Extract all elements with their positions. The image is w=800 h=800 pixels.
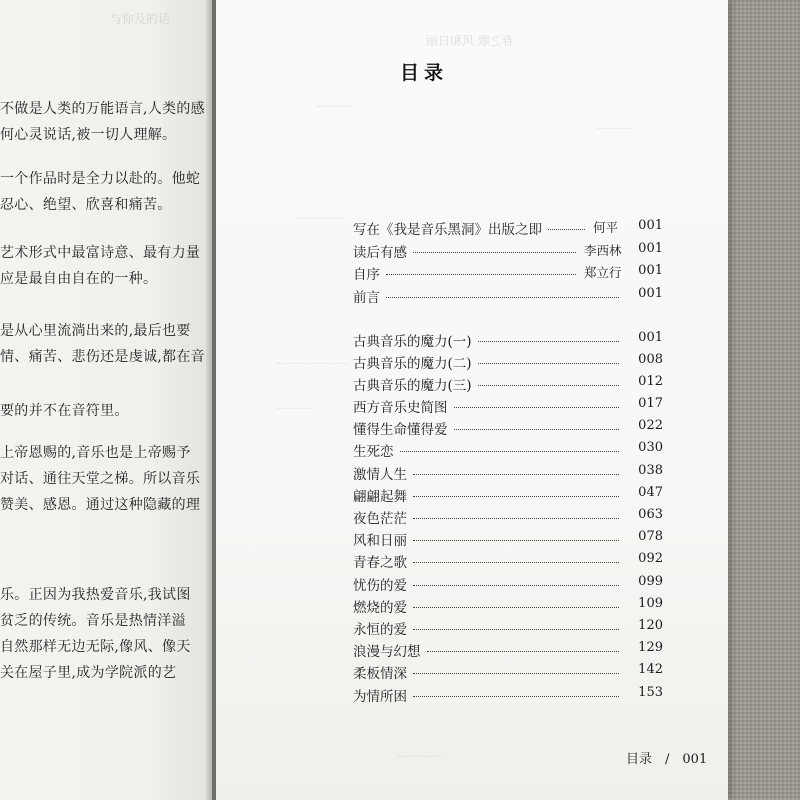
toc-leader-dots <box>548 229 585 230</box>
toc-leader-dots <box>386 274 576 275</box>
show-through-text: 一一一一 <box>296 212 345 226</box>
toc-leader-dots <box>413 518 619 519</box>
toc-leader-dots <box>413 496 619 497</box>
toc-entry[interactable] <box>353 216 663 238</box>
toc-leader-dots <box>400 451 620 452</box>
show-through-text: 一一一一一一 <box>276 357 349 371</box>
toc-entry[interactable] <box>353 483 663 505</box>
toc-entry-author: 郑立行 <box>584 265 622 280</box>
show-through-text: 一一一 <box>316 100 353 114</box>
toc-entry[interactable] <box>353 594 663 616</box>
left-page-line: 要的并不在音符里。 <box>0 403 129 419</box>
footer-page-number: 001 <box>682 752 708 767</box>
toc-entry[interactable] <box>353 660 663 682</box>
toc-entry-title: 忧伤的爱 <box>353 578 407 594</box>
left-page-line: 赞美、感恩。通过这种隐藏的理 <box>0 497 201 513</box>
toc-entry-author: 何平 <box>593 220 619 235</box>
toc-leader-dots <box>413 474 619 475</box>
toc-leader-dots <box>413 252 576 253</box>
toc-leader-dots <box>413 696 619 697</box>
toc-entry-title: 古典音乐的魔力(三) <box>353 378 472 394</box>
toc-leader-dots <box>413 629 619 630</box>
toc-entry-title: 风和日丽 <box>353 533 407 549</box>
left-page-line: 情、痛苦、悲伤还是虔诚,都在音 <box>0 349 205 365</box>
toc-entry-title: 永恒的爱 <box>353 622 407 638</box>
toc-entry-title: 青春之歌 <box>353 555 407 571</box>
toc-entry-page: 001 <box>638 218 663 233</box>
toc-entry-page: 153 <box>638 685 663 700</box>
left-page-line: 关在屋子里,成为学院派的艺 <box>0 665 177 681</box>
toc-leader-dots <box>413 607 619 608</box>
toc-entry[interactable] <box>353 505 663 527</box>
toc-entry-title: 生死恋 <box>353 444 394 460</box>
toc-entry-title: 古典音乐的魔力(一) <box>353 334 472 350</box>
toc-entry-page: 001 <box>638 241 663 256</box>
toc-entry[interactable] <box>353 239 663 261</box>
toc-entry-page: 038 <box>638 463 663 478</box>
left-page-line: 对话、通往天堂之梯。所以音乐 <box>0 471 201 487</box>
left-page-line: 自然那样无边无际,像风、像天 <box>0 639 191 655</box>
toc-entry-page: 109 <box>638 596 663 611</box>
toc-entry-page: 099 <box>638 574 663 589</box>
left-page-line: 上帝恩赐的,音乐也是上帝赐予 <box>0 445 191 461</box>
toc-entry-title: 前言 <box>353 290 380 306</box>
toc-leader-dots <box>413 540 619 541</box>
toc-entry[interactable] <box>353 461 663 483</box>
toc-entry-title: 懂得生命懂得爱 <box>353 422 448 438</box>
toc-entry[interactable] <box>353 372 663 394</box>
toc-entry-page: 001 <box>638 330 663 345</box>
toc-entry-title: 古典音乐的魔力(二) <box>353 356 472 372</box>
left-page-header: 与你及的话 <box>110 12 171 26</box>
toc-leader-dots <box>478 341 619 342</box>
toc-entry-page: 142 <box>638 662 663 677</box>
toc-entry[interactable] <box>353 638 663 660</box>
left-page-line: 乐。正因为我热爱音乐,我试图 <box>0 587 191 603</box>
toc-title: 目录 <box>400 62 449 84</box>
left-page-line: 何心灵说话,被一切人理解。 <box>0 127 177 143</box>
show-through-text: 一一一一 <box>396 750 445 764</box>
toc-entry[interactable] <box>353 683 663 705</box>
toc-entry-page: 001 <box>638 286 663 301</box>
toc-entry[interactable] <box>353 394 663 416</box>
toc-entry-page: 022 <box>638 418 663 433</box>
toc-leader-dots <box>413 585 619 586</box>
toc-entry-title: 翩翩起舞 <box>353 489 407 505</box>
left-page-line: 是从心里流淌出来的,最后也要 <box>0 323 191 339</box>
footer-section: 目录 <box>626 752 653 767</box>
toc-entry-page: 030 <box>638 440 663 455</box>
toc-entry[interactable] <box>353 616 663 638</box>
toc-entry-page: 017 <box>638 396 663 411</box>
toc-entry-title: 夜色茫茫 <box>353 511 407 527</box>
left-page-line: 应是最自由自在的一种。 <box>0 271 158 287</box>
toc-entry-title: 浪漫与幻想 <box>353 644 421 660</box>
toc-entry-page: 008 <box>638 352 663 367</box>
toc-entry-page: 078 <box>638 529 663 544</box>
toc-leader-dots <box>478 385 619 386</box>
toc-entry[interactable] <box>353 350 663 372</box>
toc-leader-dots <box>386 297 619 298</box>
toc-entry[interactable] <box>353 261 663 283</box>
left-page-line: 艺术形式中最富诗意、最有力量 <box>0 245 201 261</box>
toc-entry[interactable] <box>353 416 663 438</box>
toc-entry-title: 燃烧的爱 <box>353 600 407 616</box>
page-footer <box>626 748 707 767</box>
toc-entry-page: 001 <box>638 263 663 278</box>
left-page <box>0 0 212 800</box>
toc-entry-title: 读后有感 <box>353 245 407 261</box>
toc-leader-dots <box>413 562 619 563</box>
toc-entry-page: 120 <box>638 618 663 633</box>
toc-leader-dots <box>427 651 620 652</box>
toc-entry-page: 047 <box>638 485 663 500</box>
toc-leader-dots <box>454 429 620 430</box>
toc-entry-page: 012 <box>638 374 663 389</box>
toc-entry-title: 西方音乐史简图 <box>353 400 448 416</box>
toc-entry[interactable] <box>353 527 663 549</box>
toc-entry-title: 激情人生 <box>353 467 407 483</box>
toc-entry-page: 092 <box>638 551 663 566</box>
toc-entry[interactable] <box>353 572 663 594</box>
toc-entry-title: 柔板情深 <box>353 666 407 682</box>
footer-separator: / <box>665 752 670 767</box>
left-page-line: 忍心、绝望、欣喜和痛苦。 <box>0 197 172 213</box>
toc-leader-dots <box>454 407 620 408</box>
toc-entry[interactable] <box>353 549 663 571</box>
show-through-text: 春之歌 风和日丽 <box>426 34 514 48</box>
left-page-line: 不做是人类的万能语言,人类的感 <box>0 101 205 117</box>
left-page-line: 贫乏的传统。音乐是热情洋溢 <box>0 613 186 629</box>
left-page-line: 一个作品时是全力以赴的。他蛇 <box>0 171 201 187</box>
toc-entry-title: 写在《我是音乐黑洞》出版之即 <box>353 222 542 238</box>
toc-entry[interactable] <box>353 328 663 350</box>
toc-leader-dots <box>478 363 619 364</box>
toc-entry-title: 为情所困 <box>353 689 407 705</box>
show-through-text: 一一一 <box>276 402 313 416</box>
toc-entry-title: 自序 <box>353 267 380 283</box>
toc-entry-author: 李西林 <box>584 243 622 258</box>
toc-entry-page: 129 <box>638 640 663 655</box>
show-through-text: 一一一 <box>596 122 633 136</box>
toc-entry[interactable] <box>353 284 663 306</box>
toc-entry-page: 063 <box>638 507 663 522</box>
toc-entry[interactable] <box>353 438 663 460</box>
toc-leader-dots <box>413 673 619 674</box>
